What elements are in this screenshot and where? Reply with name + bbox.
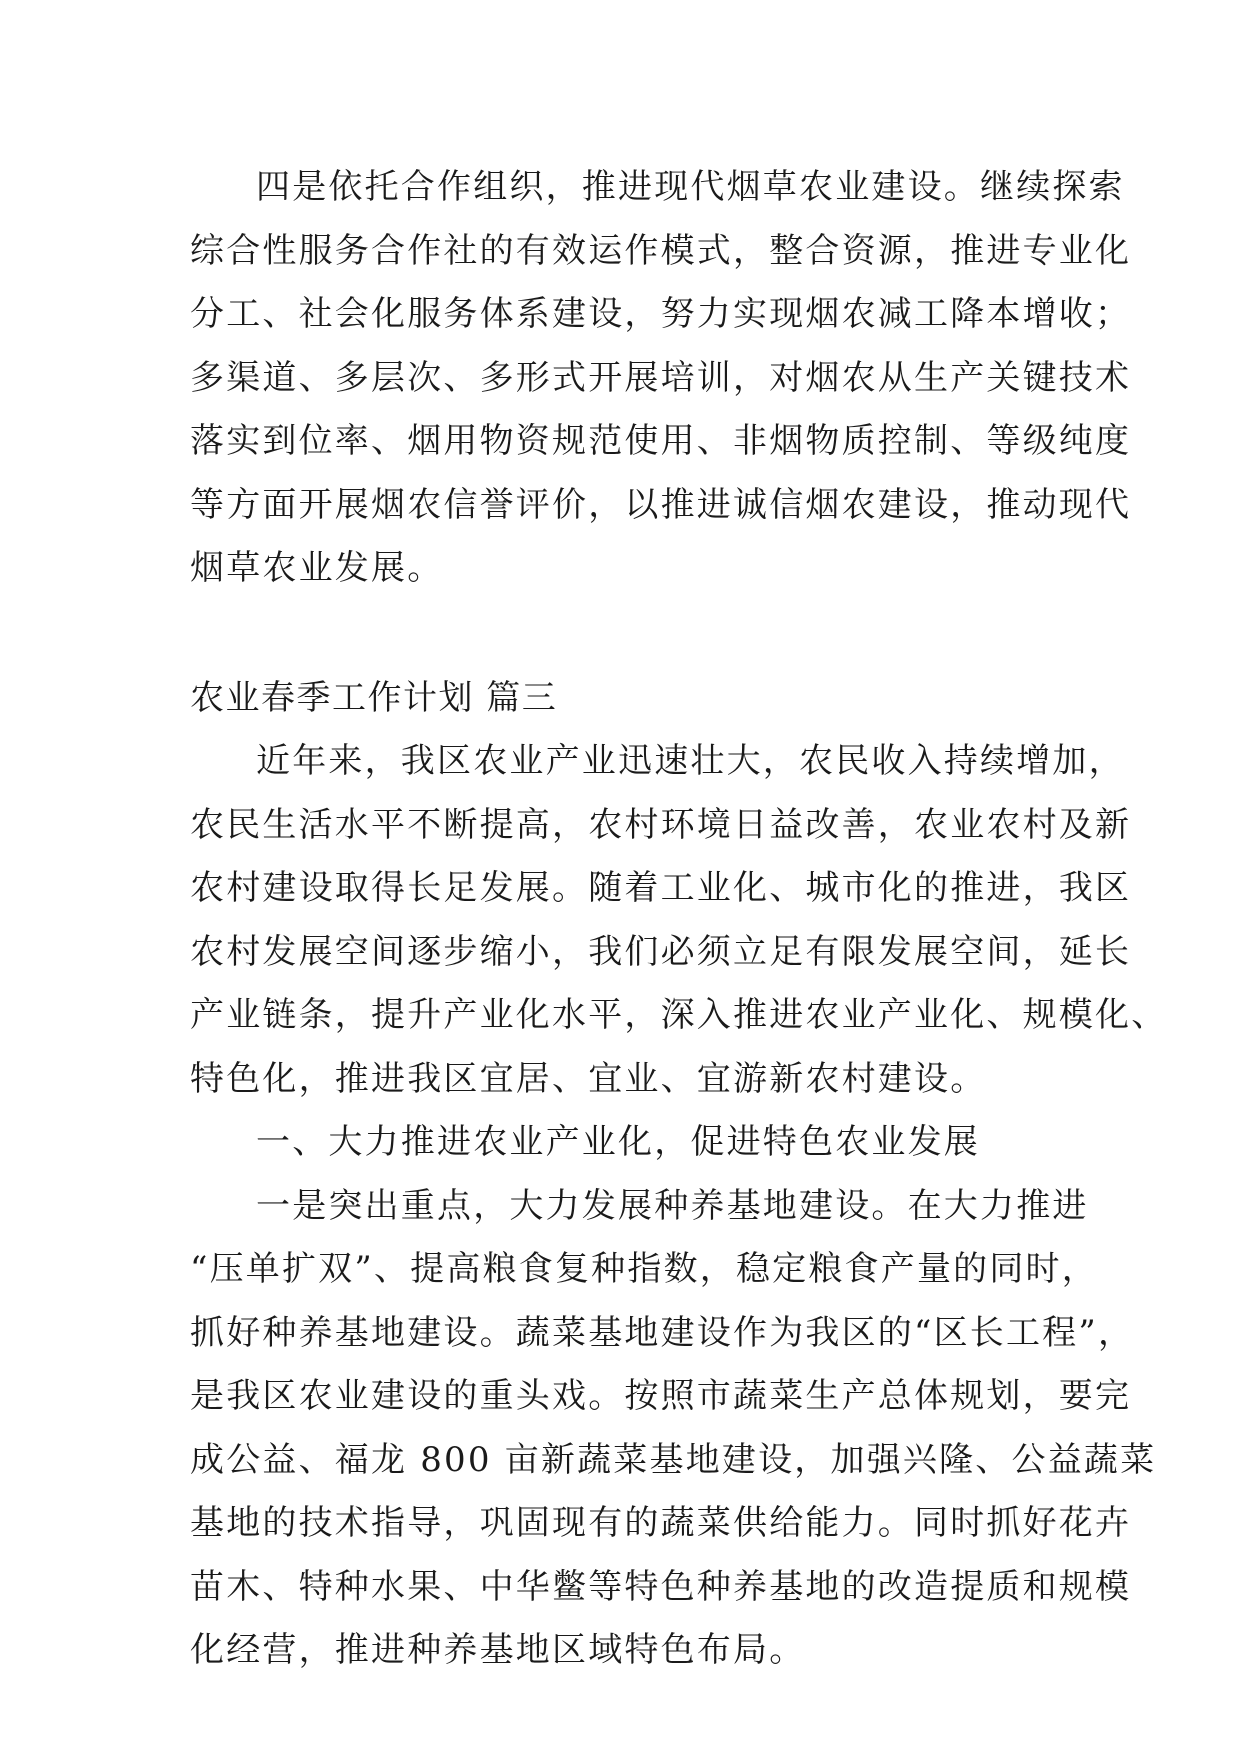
paragraph-2-line: 特色化，推进我区宜居、宜业、宜游新农村建设。 (190, 1058, 987, 1099)
paragraph-2-line: 农村建设取得长足发展。随着工业化、城市化的推进，我区 (190, 868, 1132, 908)
section-heading: 农业春季工作计划 篇三 (190, 677, 558, 718)
document-body (190, 156, 1168, 1683)
paragraph-3-line: “压单扩双”、提高粮食复种指数，稳定粮食产量的同时， (190, 1249, 1098, 1289)
paragraph-1-line: 多渠道、多层次、多形式开展培训，对烟农从生产关键技术 (190, 357, 1132, 398)
paragraph-1-line: 落实到位率、烟用物资规范使用、非烟物质控制、等级纯度 (190, 421, 1132, 461)
paragraph-1-line: 分工、社会化服务体系建设，努力实现烟农减工降本增收； (190, 294, 1132, 334)
paragraph-1-line: 烟草农业发展。 (190, 548, 444, 588)
paragraph-2-line: 近年来，我区农业产业迅速壮大，农民收入持续增加， (256, 741, 1125, 781)
paragraph-2-line: 农民生活水平不断提高，农村环境日益改善，农业农村及新 (190, 804, 1132, 845)
paragraph-1-line: 四是依托合作组织，推进现代烟草农业建设。继续探索 (256, 167, 1125, 207)
paragraph-1-line: 等方面开展烟农信誉评价，以推进诚信烟农建设，推动现代 (190, 484, 1132, 525)
paragraph-3-line: 化经营，推进种养基地区域特色布局。 (190, 1630, 806, 1670)
paragraph-3-line: 一是突出重点，大力发展种养基地建设。在大力推进 (256, 1185, 1089, 1226)
paragraph-2-line: 产业链条，提升产业化水平，深入推进农业产业化、规模化、 (190, 995, 1168, 1035)
paragraph-3-line: 抓好种养基地建设。蔬菜基地建设作为我区的“区长工程”， (190, 1312, 1135, 1353)
paragraph-1-line: 综合性服务合作社的有效运作模式，整合资源，推进专业化 (190, 230, 1132, 271)
paragraph-3-line: 成公益、福龙 800 亩新蔬菜基地建设，加强兴隆、公益蔬菜 (190, 1439, 1157, 1480)
paragraph-2-line: 农村发展空间逐步缩小，我们必须立足有限发展空间，延长 (190, 931, 1132, 972)
paragraph-3-line: 基地的技术指导，巩固现有的蔬菜供给能力。同时抓好花卉 (190, 1503, 1132, 1543)
section-gap (190, 601, 1070, 667)
subsection-title: 一、大力推进农业产业化，促进特色农业发展 (256, 1122, 980, 1162)
paragraph-3-line: 是我区农业建设的重头戏。按照市蔬菜生产总体规划，要完 (190, 1376, 1132, 1416)
paragraph-3-line: 苗木、特种水果、中华鳖等特色种养基地的改造提质和规模 (190, 1566, 1132, 1607)
